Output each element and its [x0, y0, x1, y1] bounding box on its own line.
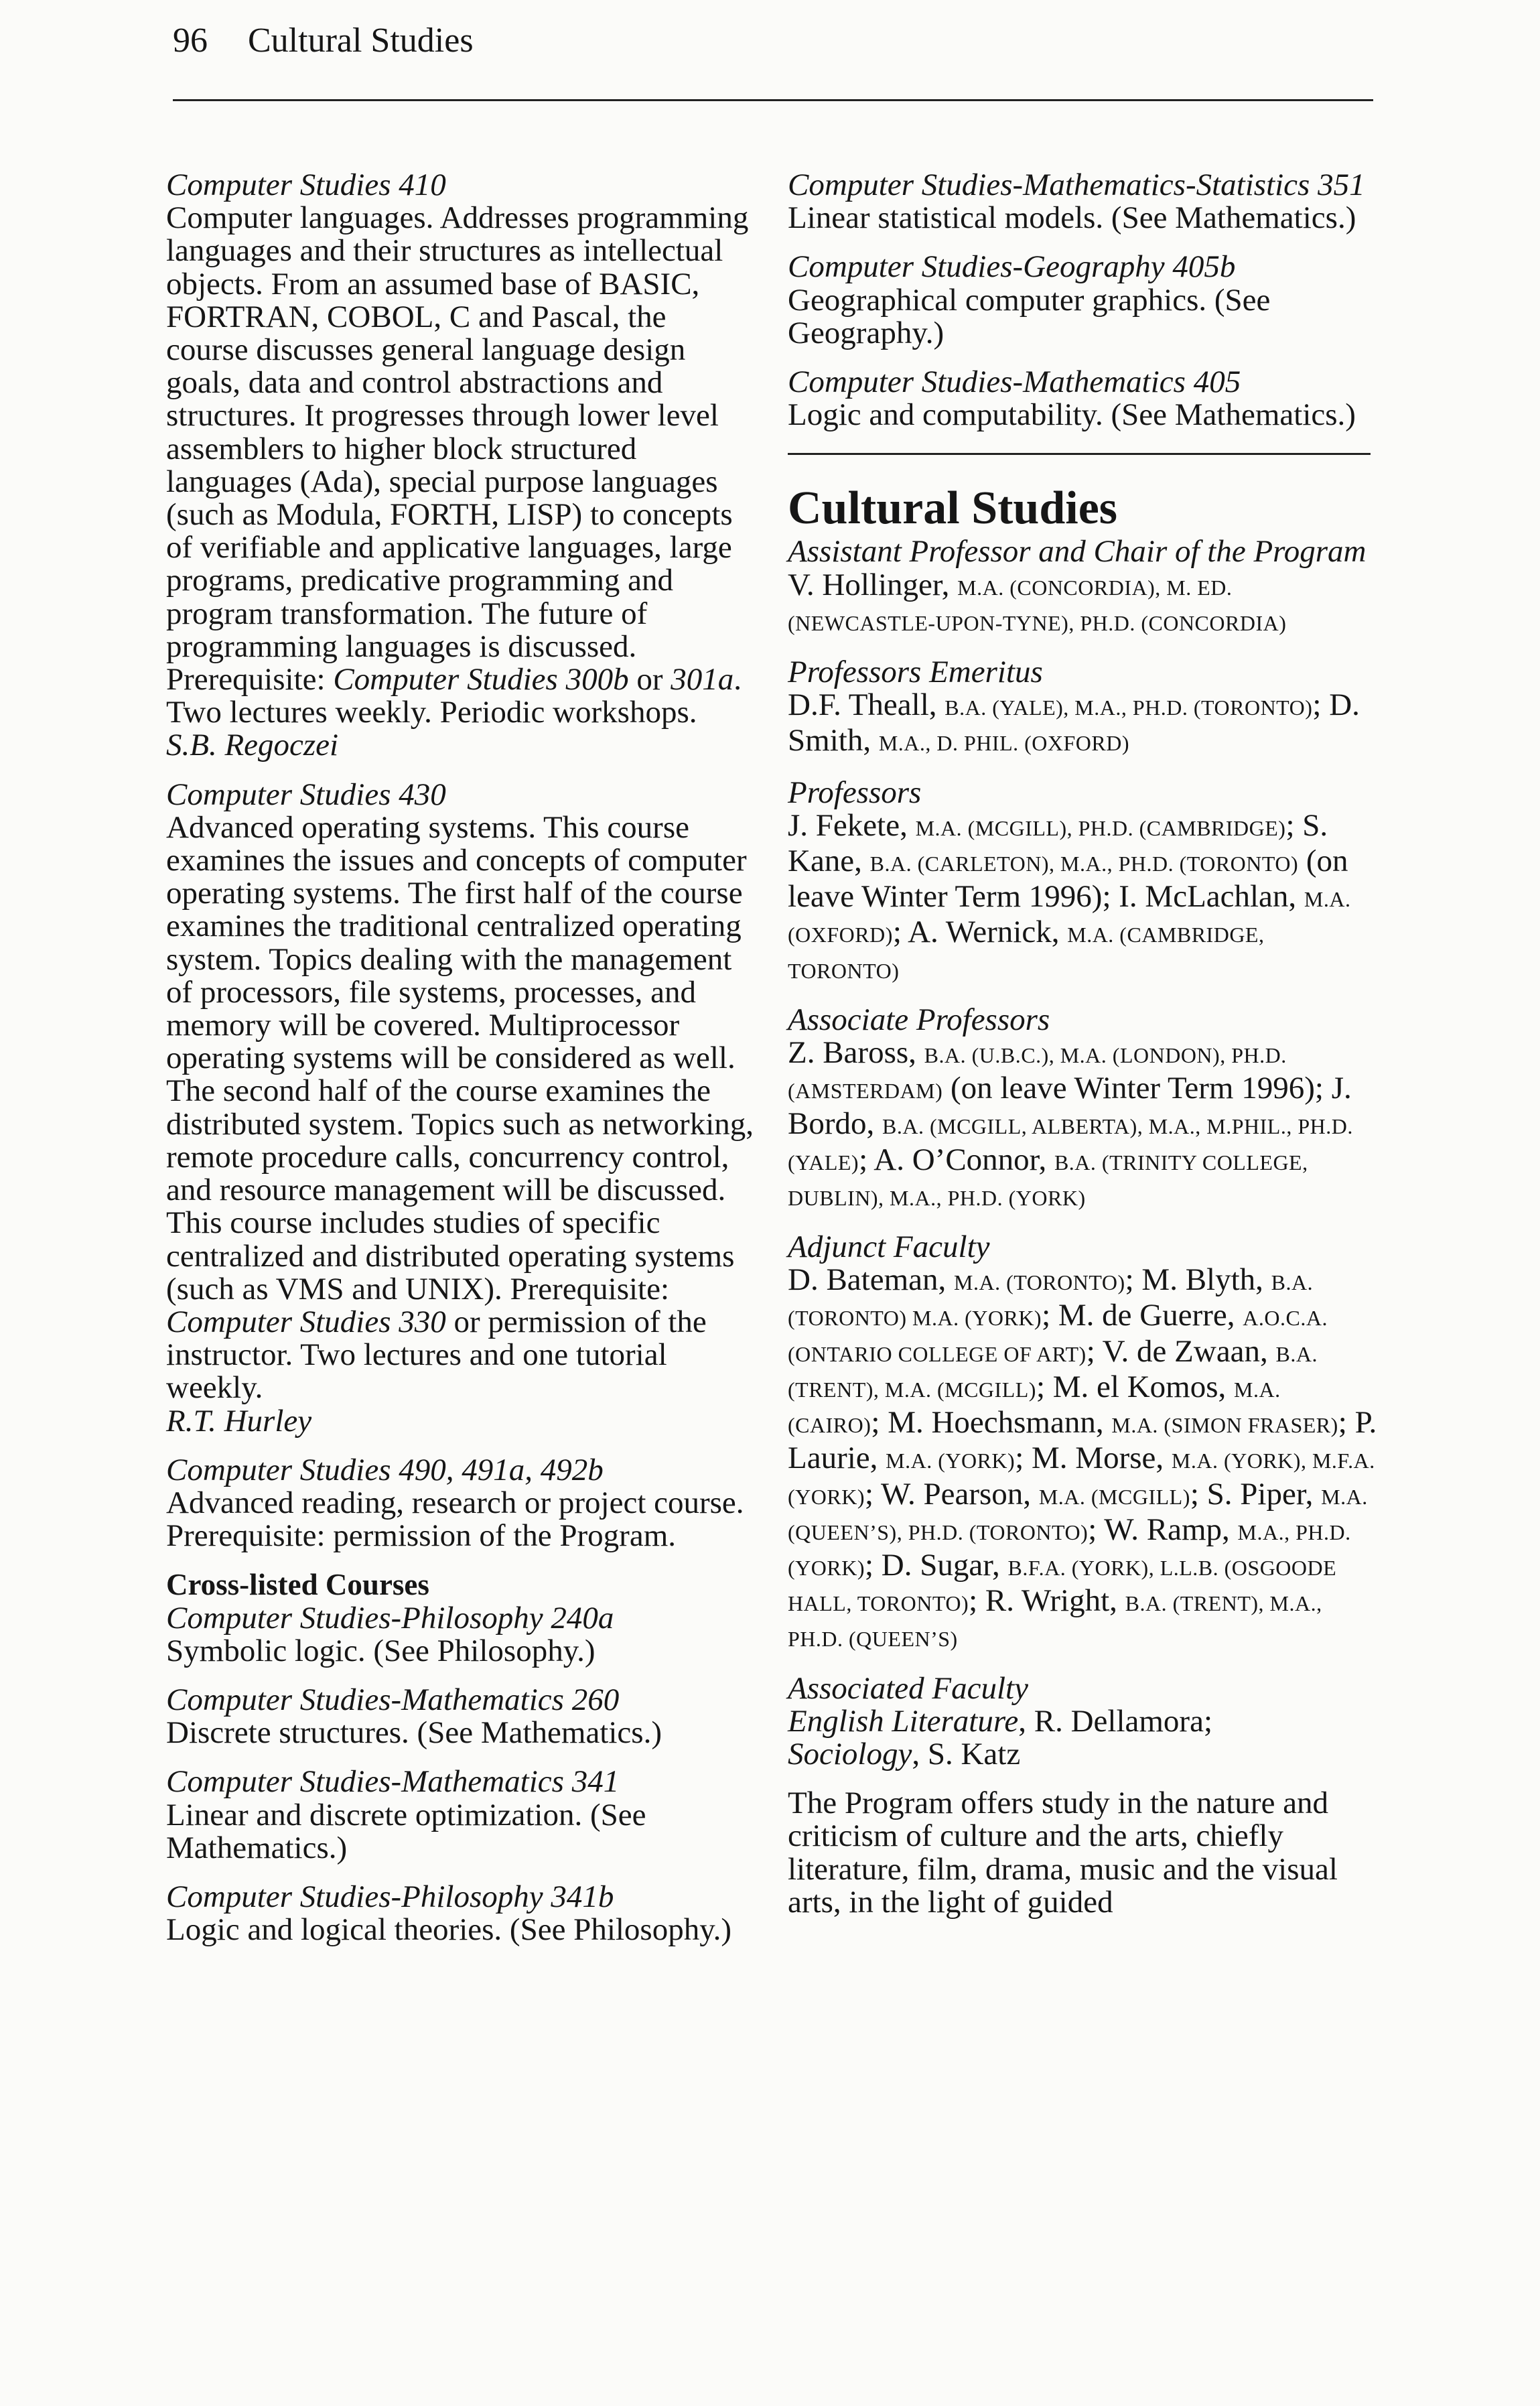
faculty-group-heading: Assistant Professor and Chair of the Program: [788, 534, 1367, 570]
course-title: Computer Studies-Geography 405b: [788, 249, 1236, 285]
section-title: Cultural Studies: [788, 482, 1118, 535]
page-number: 96: [173, 21, 208, 60]
cross-listed-entry: [788, 251, 1377, 350]
cross-listed-entry: [166, 1602, 756, 1668]
course-description: Geographical computer graphics. (See Geography.): [788, 282, 1271, 350]
course-description: Logic and logical theories. (See Philosophy.): [166, 1912, 732, 1948]
section-divider: [788, 453, 1371, 455]
faculty-group-chair: [788, 535, 1377, 640]
course-description: Linear statistical models. (See Mathematics.): [788, 200, 1356, 236]
faculty-group-adjunct: [788, 1231, 1377, 1656]
faculty-group-heading: Professors: [788, 775, 922, 810]
program-intro: The Program offers study in the nature and criticism of culture and the arts, chiefly literature, film, drama, music and the visual arts, in the light of guided: [788, 1786, 1338, 1920]
course-entry: [166, 779, 756, 1438]
course-title: Computer Studies-Mathematics 405: [788, 364, 1241, 400]
running-title: Cultural Studies: [248, 21, 474, 60]
course-title: Computer Studies 490, 491a, 492b: [166, 1452, 604, 1487]
faculty-list: J. Fekete, M.A. (MCGILL), PH.D. (CAMBRIDGE); S. Kane, B.A. (CARLETON), M.A., PH.D. (TORONTO) (on leave Winter Term 1996); I. McLachlan, M.A. (OXFORD); A. Wernick, M.A. (CAMBRIDGE, TORONTO): [788, 807, 1351, 983]
course-instructor: S.B. Regoczei: [166, 728, 339, 763]
course-entry: [166, 169, 756, 762]
course-description: Advanced reading, research or project course. Prerequisite: permission of the Program.: [166, 1485, 744, 1554]
faculty-group-heading: Professors Emeritus: [788, 655, 1043, 690]
faculty-group-heading: Associated Faculty: [788, 1670, 1028, 1706]
course-title: Computer Studies-Philosophy 240a: [166, 1600, 614, 1635]
faculty-group-associate: [788, 1004, 1377, 1215]
faculty-group-heading: Adjunct Faculty: [788, 1229, 990, 1265]
cross-listed-entry: [166, 1684, 756, 1749]
right-column: [788, 169, 1377, 1919]
cross-listed-heading: Cross-listed Courses: [166, 1568, 429, 1602]
course-description: Linear and discrete optimization. (See Mathematics.): [166, 1797, 646, 1865]
course-title: Computer Studies 410: [166, 168, 446, 202]
faculty-group-professors: [788, 777, 1377, 988]
course-title: Computer Studies-Philosophy 341b: [166, 1879, 614, 1914]
faculty-list: English Literature, R. Dellamora; Sociology, S. Katz: [788, 1703, 1213, 1772]
course-description: Symbolic logic. (See Philosophy.): [166, 1633, 596, 1668]
course-entry: [166, 1454, 756, 1553]
faculty-group-associated: [788, 1672, 1377, 1772]
cross-listed-entry: [788, 169, 1377, 235]
faculty-list: Z. Baross, B.A. (U.B.C.), M.A. (LONDON), PH.D. (AMSTERDAM) (on leave Winter Term 1996); J. Bordo, B.A. (MCGILL, ALBERTA), M.A., M.PHIL., PH.D. (YALE); A. O’Connor, B.A. (TRINITY COLLEGE, DUBLIN), M.A., PH.D. (YORK): [788, 1035, 1353, 1210]
course-description: Discrete structures. (See Mathematics.): [166, 1715, 662, 1751]
cross-listed-entry: [166, 1881, 756, 1946]
faculty-group-heading: Associate Professors: [788, 1002, 1050, 1037]
course-description: Logic and computability. (See Mathematics.): [788, 397, 1356, 433]
header-rule: [173, 99, 1373, 101]
course-title: Computer Studies-Mathematics 260: [166, 1682, 620, 1717]
faculty-list: D.F. Theall, B.A. (YALE), M.A., PH.D. (TORONTO); D. Smith, M.A., D. PHIL. (OXFORD): [788, 687, 1360, 758]
course-description: Advanced operating systems. This course examines the issues and concepts of computer operating systems. The first half of the course examines the traditional centralized operating system. Topics dealing with the management of processors, file systems, processes, and memory will be covered. Multiprocessor operating systems will be considered as well. The second half of the course examines the distributed system. Topics such as networking, remote procedure calls, concurrency control, and resource management will be discussed. This course includes studies of specific centralized and distributed operating systems (such as VMS and UNIX). Prerequisite: Computer Studies 330 or permission of the instructor. Two lectures and one tutorial weekly.: [166, 809, 754, 1406]
cross-listed-entry: [166, 1765, 756, 1865]
course-description: Computer languages. Addresses programming languages and their structures as intellectual objects. From an assumed base of BASIC, FORTRAN, COBOL, C and Pascal, the course discusses general language design goals, data and control abstractions and structures. It progresses through lower level assemblers to higher block structured languages (Ada), special purpose languages (such as Modula, FORTH, LISP) to concepts of verifiable and applicative languages, large programs, predicative programming and program transformation. The future of programming languages is discussed. Prerequisite: Computer Studies 300b or 301a. Two lectures weekly. Periodic workshops.: [166, 200, 749, 730]
faculty-list: V. Hollinger, M.A. (CONCORDIA), M. ED. (NEWCASTLE-UPON-TYNE), PH.D. (CONCORDIA): [788, 567, 1287, 635]
course-title: Computer Studies-Mathematics-Statistics 351: [788, 168, 1365, 202]
left-column: [166, 169, 756, 1962]
cross-listed-entry: [788, 366, 1377, 431]
faculty-list: D. Bateman, M.A. (TORONTO); M. Blyth, B.A. (TORONTO) M.A. (YORK); M. de Guerre, A.O.C.A. (ONTARIO COLLEGE OF ART); V. de Zwaan, B.A. (TRENT), M.A. (MCGILL); M. el Komos, M.A. (CAIRO); M. Hoechsmann, M.A. (SIMON FRASER); P. Laurie, M.A. (YORK); M. Morse, M.A. (YORK), M.F.A. (YORK); W. Pearson, M.A. (MCGILL); S. Piper, M.A. (QUEEN’S), PH.D. (TORONTO); W. Ramp, M.A., PH.D. (YORK); D. Sugar, B.F.A. (YORK), L.L.B. (OSGOODE HALL, TORONTO); R. Wright, B.A. (TRENT), M.A., PH.D. (QUEEN’S): [788, 1262, 1377, 1652]
course-title: Computer Studies-Mathematics 341: [166, 1764, 620, 1800]
course-title: Computer Studies 430: [166, 777, 446, 812]
faculty-group-emeritus: [788, 656, 1377, 760]
course-instructor: R.T. Hurley: [166, 1403, 312, 1439]
page-header: [173, 20, 474, 62]
